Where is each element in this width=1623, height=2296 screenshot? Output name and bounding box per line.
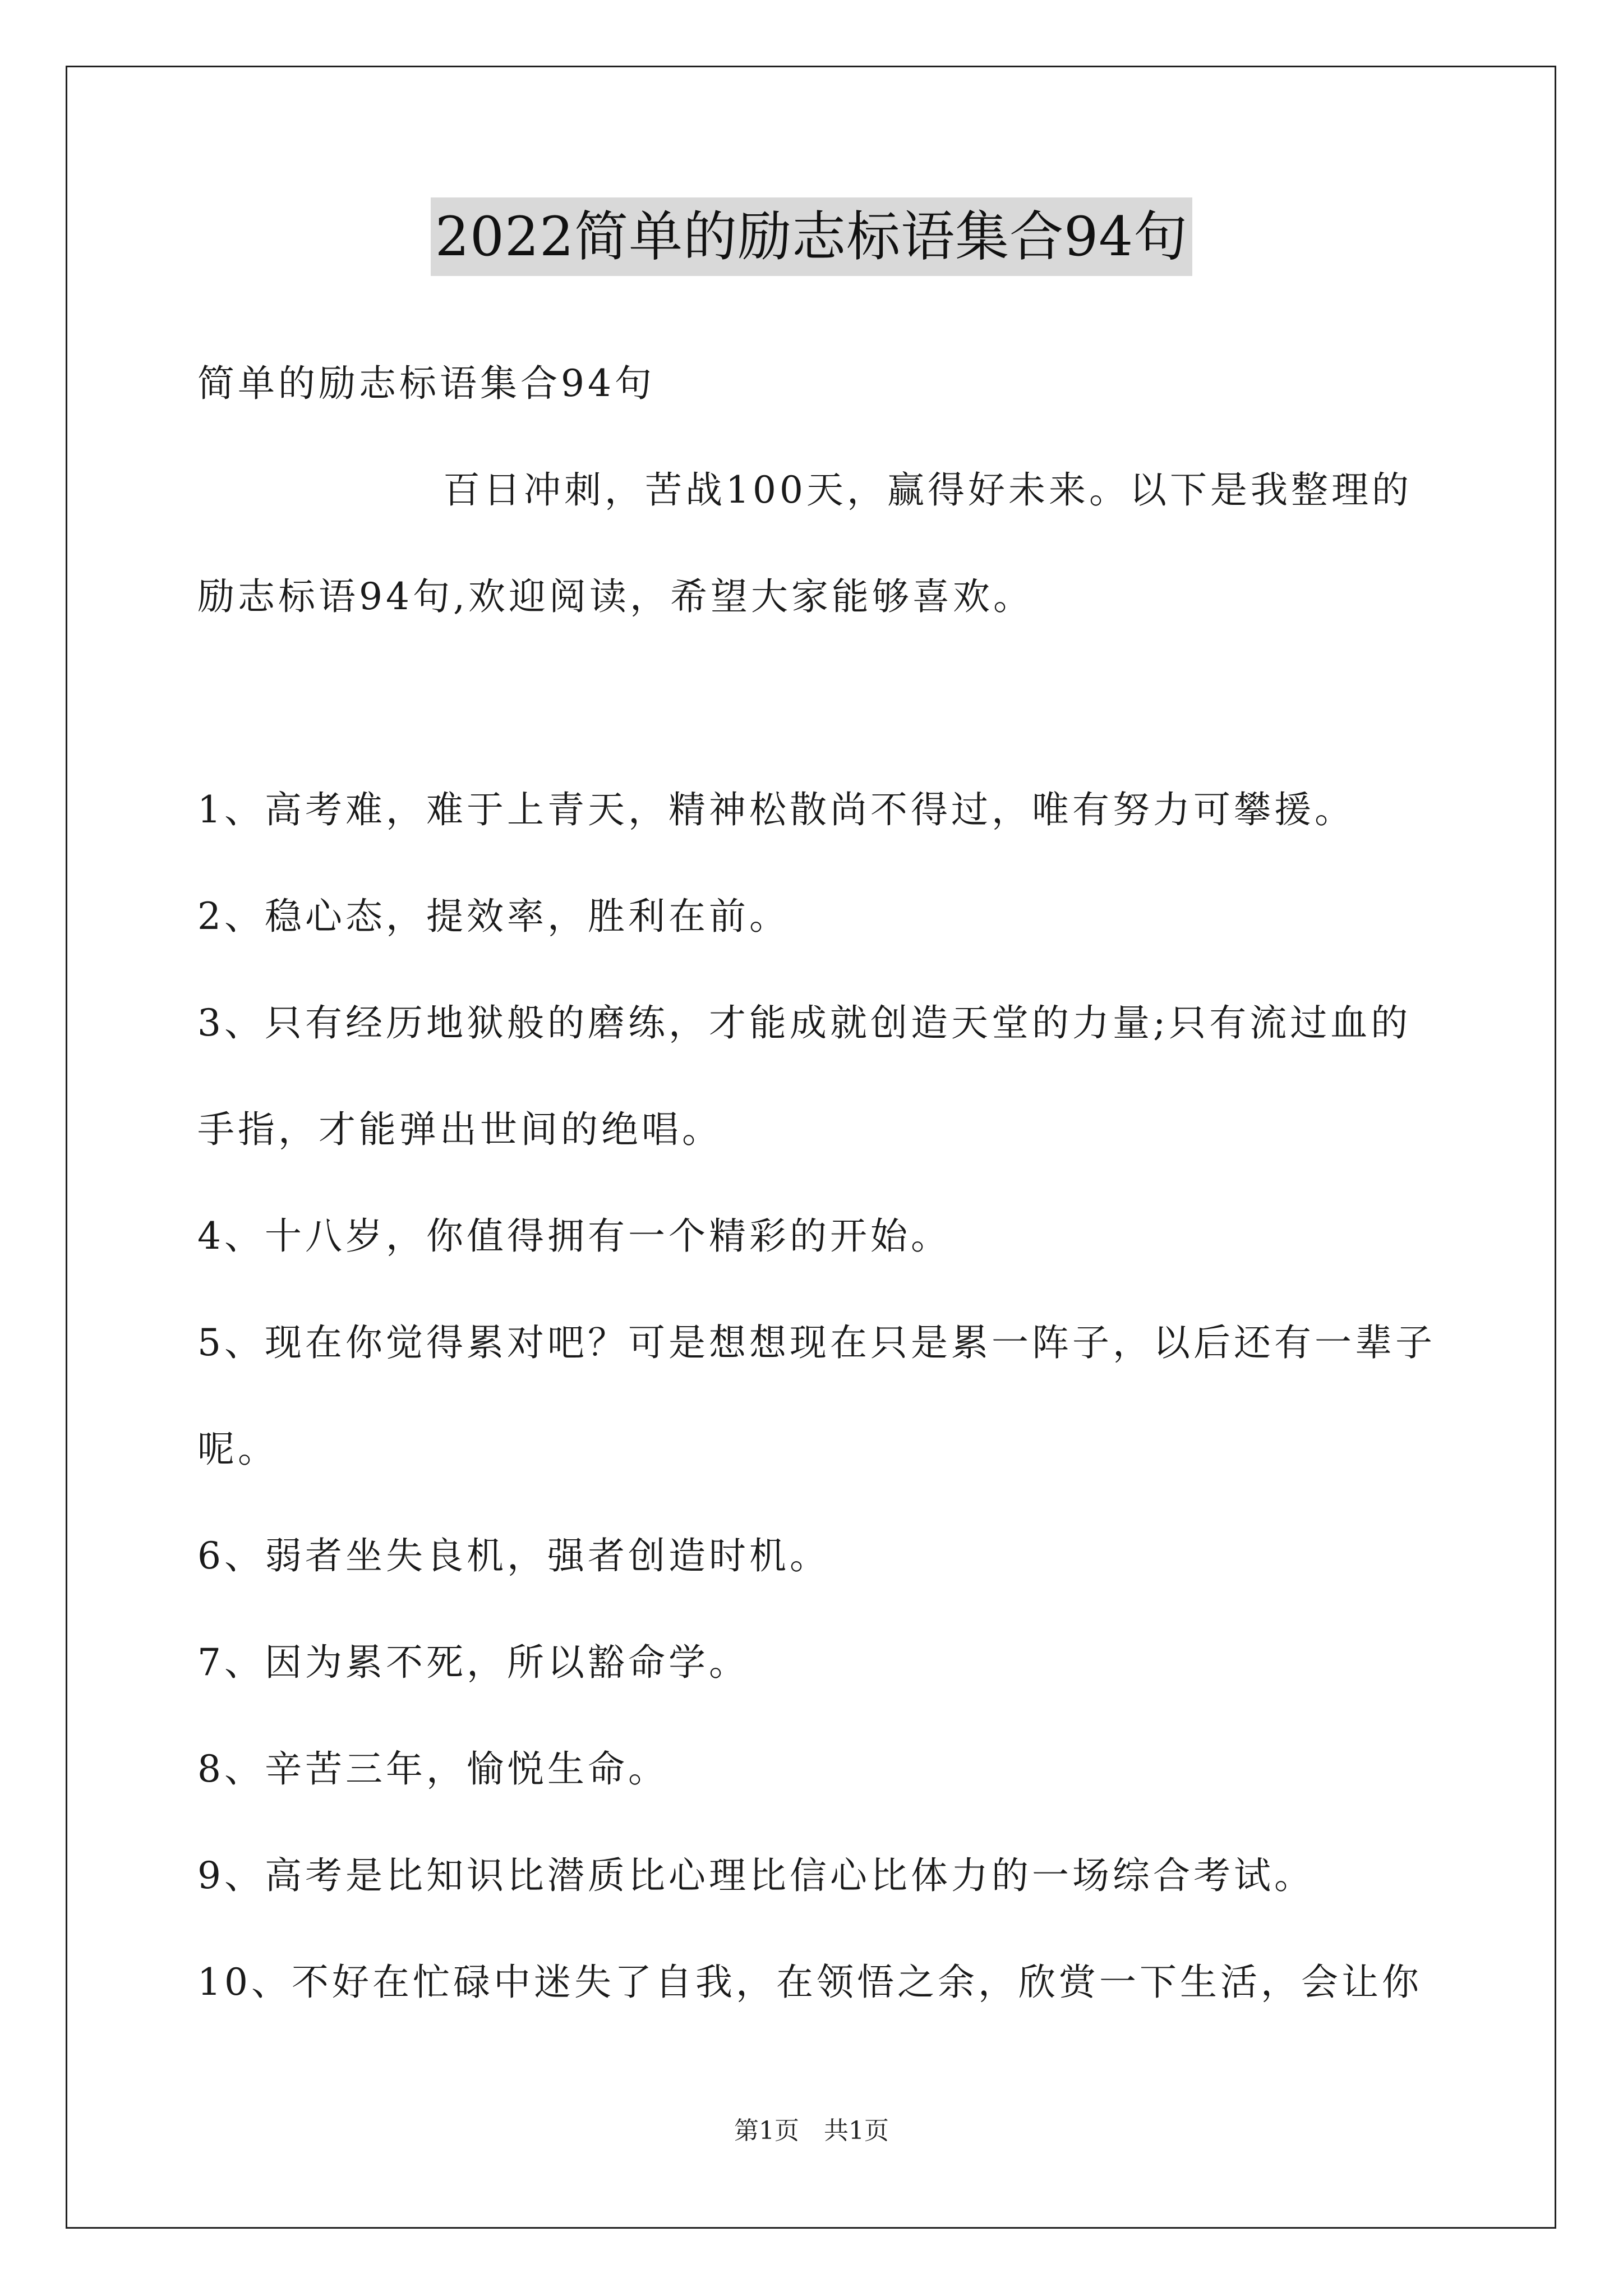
list-item: 7、因为累不死，所以豁命学。 xyxy=(197,1641,749,1684)
title-container xyxy=(0,197,1623,276)
intro-line-1: 百日冲刺，苦战100天，赢得好未来。以下是我整理的 xyxy=(443,468,1412,512)
page-footer: 第1页 共1页 xyxy=(734,2116,889,2145)
intro-line-2: 励志标语94句,欢迎阅读，希望大家能够喜欢。 xyxy=(197,575,1034,618)
list-item: 3、只有经历地狱般的磨练，才能成就创造天堂的力量;只有流过血的 xyxy=(197,1001,1412,1045)
list-item: 2、稳心态，提效率，胜利在前。 xyxy=(197,895,790,938)
list-item: 1、高考难，难于上青天，精神松散尚不得过，唯有努力可攀援。 xyxy=(197,788,1355,831)
document-title: 2022简单的励志标语集合94句 xyxy=(431,197,1192,276)
list-item: 5、现在你觉得累对吧？可是想想现在只是累一阵子，以后还有一辈子 xyxy=(197,1321,1436,1364)
list-item-continuation: 手指，才能弹出世间的绝唱。 xyxy=(197,1108,722,1151)
list-item: 4、十八岁，你值得拥有一个精彩的开始。 xyxy=(197,1214,951,1258)
list-item: 10、不好在忙碌中迷失了自我，在领悟之余，欣赏一下生活，会让你 xyxy=(197,1961,1422,2004)
document-subtitle: 简单的励志标语集合94句 xyxy=(197,362,655,405)
list-item: 8、辛苦三年，愉悦生命。 xyxy=(197,1747,668,1791)
list-item: 9、高考是比知识比潜质比心理比信心比体力的一场综合考试。 xyxy=(197,1854,1315,1897)
list-item: 6、弱者坐失良机，强者创造时机。 xyxy=(197,1534,830,1577)
list-item-continuation: 呢。 xyxy=(197,1428,278,1471)
